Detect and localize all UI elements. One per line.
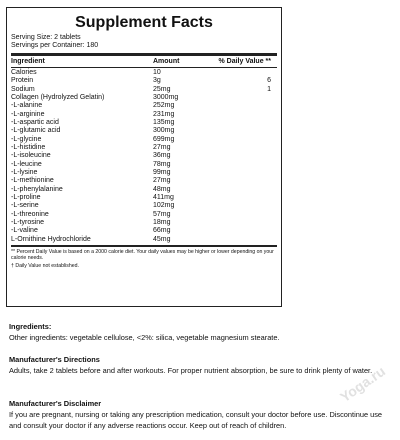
- ingredient-amount: 10: [153, 68, 161, 76]
- table-row: [11, 94, 277, 102]
- ingredient-amount: 48mg: [153, 185, 171, 193]
- ingredient-name: -L-alanine: [11, 102, 43, 110]
- ingredient-daily-value: [215, 202, 277, 210]
- table-row: [11, 236, 277, 244]
- table-row: [11, 144, 277, 152]
- disclaimer-heading: Manufacturer's Disclaimer: [9, 399, 102, 408]
- table-row: [11, 119, 277, 127]
- ingredient-daily-value: [215, 152, 277, 160]
- watermark: Yoga.ru: [336, 362, 388, 406]
- table-row: [11, 219, 277, 227]
- table-row: [11, 202, 277, 210]
- table-row: [11, 86, 277, 94]
- ingredient-name: -L-arginine: [11, 110, 45, 118]
- table-row: [11, 69, 277, 77]
- ingredient-name: -L-leucine: [11, 160, 42, 168]
- ingredient-amount: 3g: [153, 77, 161, 85]
- ingredient-name: -L-glutamic acid: [11, 127, 61, 135]
- table-header: [11, 58, 277, 67]
- ingredient-amount: 25mg: [153, 85, 171, 93]
- table-row: [11, 127, 277, 135]
- ingredient-daily-value: [215, 102, 277, 110]
- ingredient-amount: 699mg: [153, 135, 175, 143]
- header-ingredient: Ingredient: [11, 57, 45, 65]
- footnote-not-established: † Daily Value not established.: [11, 263, 79, 270]
- ingredient-name: -L-histidine: [11, 143, 46, 151]
- ingredient-daily-value: [215, 119, 277, 127]
- ingredient-name: Protein: [11, 77, 34, 85]
- table-row: [11, 161, 277, 169]
- ingredient-daily-value: [215, 111, 277, 119]
- ingredient-amount: 99mg: [153, 168, 171, 176]
- ingredient-name: Sodium: [11, 85, 35, 93]
- ingredient-amount: 411mg: [153, 193, 174, 201]
- serving-size: Serving Size: 2 tablets: [11, 34, 81, 41]
- ingredient-daily-value: [215, 194, 277, 202]
- ingredient-daily-value: [215, 227, 277, 235]
- ingredient-name: -L-lysine: [11, 168, 38, 176]
- ingredient-amount: 231mg: [153, 110, 175, 118]
- ingredient-amount: 27mg: [153, 177, 171, 185]
- table-row: [11, 177, 277, 185]
- ingredient-name: -L-serine: [11, 202, 39, 210]
- supplement-facts-panel: [6, 7, 282, 307]
- ingredient-name: -L-glycine: [11, 135, 42, 143]
- ingredient-daily-value: [215, 69, 277, 77]
- ingredient-daily-value: [215, 219, 277, 227]
- servings-per-container: Servings per Container: 180: [11, 42, 99, 50]
- ingredient-amount: 36mg: [153, 152, 171, 160]
- ingredient-name: -L-aspartic acid: [11, 118, 59, 126]
- ingredient-daily-value: [215, 161, 277, 169]
- table-row: [11, 102, 277, 110]
- thin-divider: [11, 67, 277, 68]
- ingredient-amount: 252mg: [153, 102, 175, 110]
- ingredient-rows: [11, 69, 277, 244]
- ingredient-name: -L-phenylalanine: [11, 185, 63, 193]
- table-row: [11, 111, 277, 119]
- ingredient-amount: 57mg: [153, 210, 171, 218]
- ingredient-daily-value: [215, 236, 277, 244]
- ingredient-amount: 18mg: [153, 219, 171, 226]
- ingredient-amount: 27mg: [153, 143, 171, 151]
- ingredients-heading: Ingredients:: [9, 322, 52, 331]
- ingredient-amount: 3000mg: [153, 93, 179, 101]
- ingredient-name: -L-proline: [11, 193, 41, 201]
- header-daily-value: % Daily Value **: [218, 57, 271, 65]
- footnote-daily-value: ** Percent Daily Value is based on a 2000 calorie diet. Your daily values may be higher or lower depending on your calorie needs.: [11, 249, 274, 262]
- ingredient-amount: 45mg: [153, 235, 171, 243]
- ingredient-amount: 300mg: [153, 127, 175, 135]
- ingredient-daily-value: [215, 94, 277, 102]
- directions-text: Adults, take 2 tablets before and after workouts. For proper nutrient absorption, be sure to drink plenty of water.: [9, 366, 373, 375]
- table-row: [11, 186, 277, 194]
- ingredient-amount: 135mg: [153, 118, 175, 126]
- ingredient-amount: 78mg: [153, 160, 171, 168]
- thick-divider: [11, 53, 277, 56]
- ingredient-name: -L-isoleucine: [11, 152, 51, 160]
- ingredient-daily-value: 6: [267, 77, 271, 85]
- ingredient-name: L-Ornithine Hydrochloride: [11, 235, 91, 243]
- table-row: [11, 77, 277, 85]
- ingredient-daily-value: [215, 136, 277, 144]
- ingredient-daily-value: 1: [267, 85, 271, 93]
- bottom-divider: [11, 245, 277, 247]
- disclaimer-text: If you are pregnant, nursing or taking any prescription medication, consult your doctor before use. Discontinue use and consult your doctor if any adverse reactions occur. Keep out of reach of children.: [9, 410, 383, 430]
- header-amount: Amount: [153, 57, 180, 65]
- panel-title: Supplement Facts: [75, 14, 213, 31]
- ingredient-name: -L-valine: [11, 227, 38, 235]
- table-row: [11, 194, 277, 202]
- ingredient-daily-value: [215, 211, 277, 219]
- ingredient-daily-value: [215, 127, 277, 135]
- table-row: [11, 152, 277, 160]
- table-row: [11, 227, 277, 235]
- ingredient-amount: 66mg: [153, 227, 171, 235]
- ingredient-daily-value: [215, 186, 277, 194]
- table-row: [11, 136, 277, 144]
- ingredient-name: -L-threonine: [11, 210, 49, 218]
- ingredient-daily-value: [215, 144, 277, 152]
- ingredient-name: Calories: [11, 68, 37, 76]
- ingredient-name: -L-methionine: [11, 177, 54, 185]
- table-row: [11, 169, 277, 177]
- ingredient-name: Collagen (Hydrolyzed Gelatin): [11, 93, 105, 101]
- directions-heading: Manufacturer's Directions: [9, 355, 100, 364]
- ingredient-daily-value: [215, 177, 277, 185]
- ingredient-name: -L-tyrosine: [11, 219, 45, 226]
- ingredients-text: Other ingredients: vegetable cellulose, <2%: silica, vegetable magnesium stearate.: [9, 333, 280, 342]
- table-row: [11, 211, 277, 219]
- ingredient-daily-value: [215, 169, 277, 177]
- ingredient-amount: 102mg: [153, 202, 175, 210]
